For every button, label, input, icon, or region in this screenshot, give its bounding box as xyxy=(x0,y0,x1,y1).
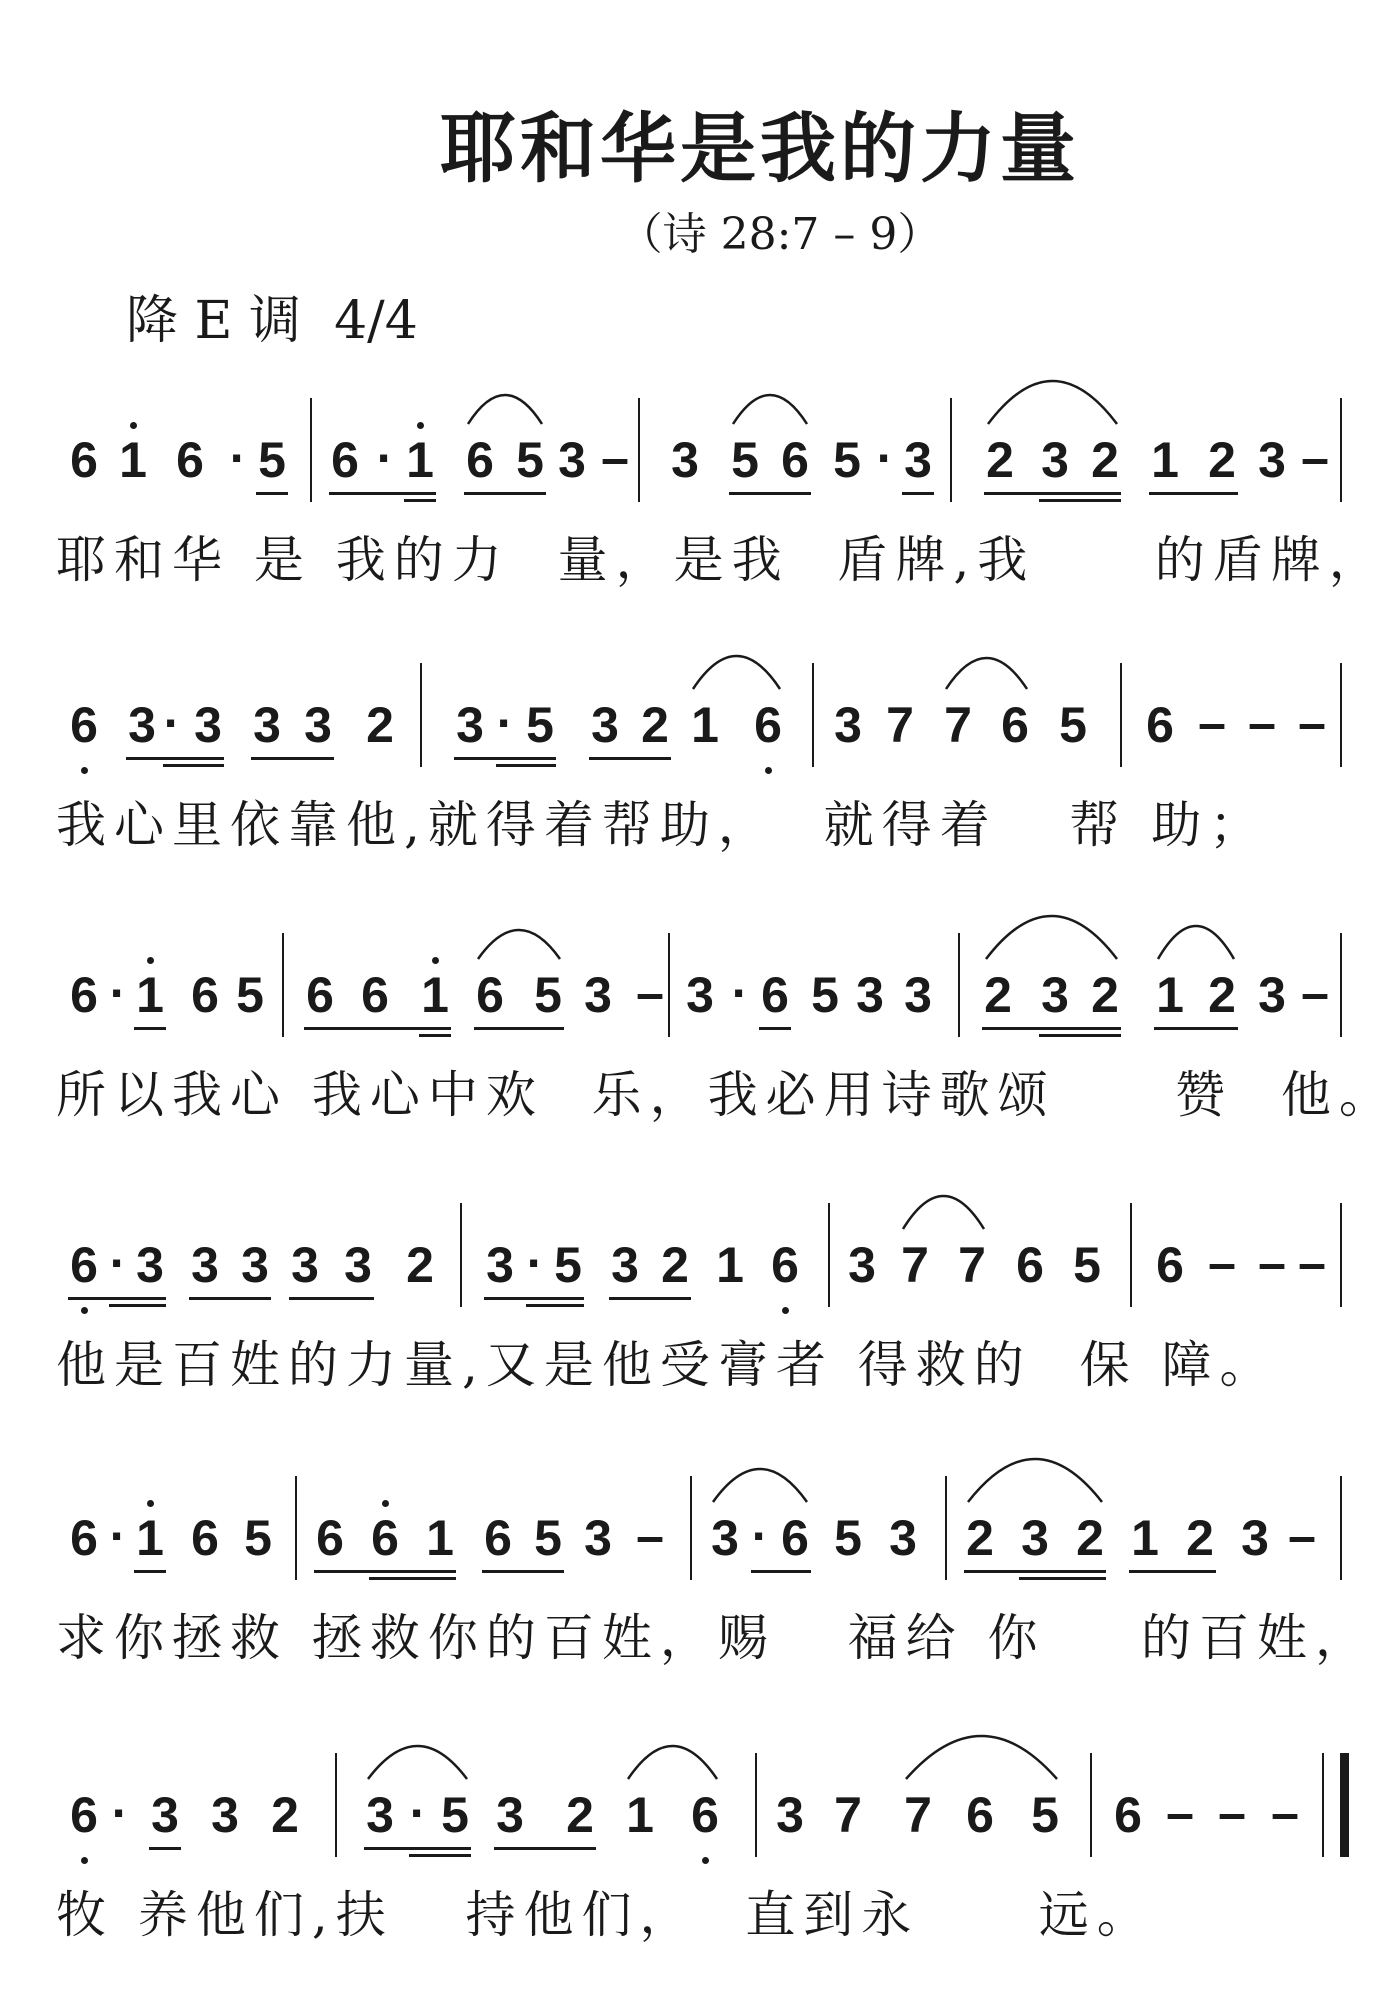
note: 3 xyxy=(194,697,222,753)
note: 5 xyxy=(1031,1787,1059,1843)
underline-beam xyxy=(1019,1577,1106,1580)
underline-beam xyxy=(419,1034,451,1037)
dot-rhythm: · xyxy=(109,1235,127,1291)
slur-arc xyxy=(476,927,562,961)
note: 2 xyxy=(641,697,669,753)
slur-arc xyxy=(944,655,1029,691)
note: 1 xyxy=(119,432,147,488)
dash-sustain: – xyxy=(1208,1235,1236,1291)
note: 5 xyxy=(534,1510,562,1566)
dot-rhythm: · xyxy=(229,430,247,486)
note: 3 xyxy=(191,1237,219,1293)
underline-beam xyxy=(1154,1027,1238,1030)
underline-beam xyxy=(134,1027,166,1030)
note: 6 xyxy=(306,967,334,1023)
lyrics-line: 所以我心 我心中欢 乐，我必用诗歌颂 赞 他。 xyxy=(56,1066,1397,1124)
bar-line xyxy=(1340,1203,1342,1307)
note: 6 xyxy=(331,432,359,488)
dash-sustain: – xyxy=(1218,1785,1246,1841)
note: 3 xyxy=(584,1510,612,1566)
note: 3 xyxy=(834,697,862,753)
underline-beam xyxy=(364,1847,471,1850)
underline-beam xyxy=(109,1304,166,1307)
note: 1 xyxy=(1156,967,1184,1023)
slur-arc xyxy=(1156,923,1236,961)
note: 3 xyxy=(686,967,714,1023)
note: 3 xyxy=(1258,432,1286,488)
note: 3 xyxy=(291,1237,319,1293)
note: 3 xyxy=(711,1510,739,1566)
note: 6 xyxy=(371,1510,399,1566)
note: 6 xyxy=(316,1510,344,1566)
bar-line xyxy=(1340,663,1342,767)
underline-beam xyxy=(729,492,811,495)
octave-dot-low xyxy=(81,1307,88,1314)
note: 6 xyxy=(1001,697,1029,753)
final-bar-line xyxy=(1340,1753,1349,1857)
note: 6 xyxy=(484,1510,512,1566)
note: 6 xyxy=(361,967,389,1023)
note: 5 xyxy=(731,432,759,488)
note: 5 xyxy=(1073,1237,1101,1293)
bar-line xyxy=(420,663,422,767)
note: 5 xyxy=(834,1510,862,1566)
underline-beam xyxy=(163,764,224,767)
note: 6 xyxy=(754,697,782,753)
underline-beam xyxy=(256,492,288,495)
note: 3 xyxy=(136,1237,164,1293)
note: 6 xyxy=(70,697,98,753)
note: 3 xyxy=(904,432,932,488)
dash-sustain: – xyxy=(1301,430,1329,486)
note: 3 xyxy=(304,697,332,753)
note: 1 xyxy=(1131,1510,1159,1566)
final-bar-line xyxy=(1322,1753,1324,1857)
scripture-reference: （诗 28:7 – 9） xyxy=(618,209,942,260)
underline-beam xyxy=(964,1570,1106,1573)
note: 5 xyxy=(236,967,264,1023)
dash-sustain: – xyxy=(1301,965,1329,1021)
note: 3 xyxy=(856,967,884,1023)
note: 5 xyxy=(554,1237,582,1293)
underline-beam xyxy=(526,1304,584,1307)
underline-beam xyxy=(329,492,436,495)
underline-beam xyxy=(149,1847,181,1850)
note: 3 xyxy=(456,697,484,753)
note: 3 xyxy=(253,697,281,753)
dash-sustain: – xyxy=(1288,1508,1316,1564)
underline-beam xyxy=(482,1570,564,1573)
score-line xyxy=(0,1205,1400,1465)
dot-rhythm: · xyxy=(526,1235,544,1291)
underline-beam xyxy=(68,1297,166,1300)
underline-beam xyxy=(589,757,671,760)
note: 1 xyxy=(136,967,164,1023)
octave-dot-high xyxy=(147,1500,154,1507)
underline-beam xyxy=(369,1577,456,1580)
bar-line xyxy=(1090,1753,1092,1857)
note: 2 xyxy=(1208,432,1236,488)
note: 6 xyxy=(771,1237,799,1293)
underline-beam xyxy=(1039,1034,1121,1037)
bar-line xyxy=(828,1203,830,1307)
underline-beam xyxy=(126,757,224,760)
note: 3 xyxy=(496,1787,524,1843)
note: 2 xyxy=(566,1787,594,1843)
underline-beam xyxy=(314,1570,456,1573)
octave-dot-high xyxy=(147,957,154,964)
note: 5 xyxy=(534,967,562,1023)
lyrics-line: 求你拯救 拯救你的百姓，赐 福给 你 的百姓， xyxy=(56,1609,1374,1667)
note: 5 xyxy=(833,432,861,488)
bar-line xyxy=(460,1203,462,1307)
dot-rhythm: · xyxy=(109,965,127,1021)
note: 2 xyxy=(966,1510,994,1566)
note: 3 xyxy=(1041,432,1069,488)
bar-line xyxy=(1120,663,1122,767)
note: 6 xyxy=(70,1510,98,1566)
key-signature: 降 E 调 xyxy=(126,291,302,351)
note: 3 xyxy=(128,697,156,753)
notation-row xyxy=(0,1755,1400,1895)
slur-arc xyxy=(986,378,1119,426)
note: 3 xyxy=(211,1787,239,1843)
note: 6 xyxy=(70,1787,98,1843)
note: 1 xyxy=(136,1510,164,1566)
note: 3 xyxy=(611,1237,639,1293)
octave-dot-low xyxy=(81,767,88,774)
notation-row xyxy=(0,665,1400,805)
lyrics-line: 耶和华 是 我的力 量，是我 盾牌,我 的盾牌， xyxy=(56,531,1387,589)
note: 5 xyxy=(516,432,544,488)
score-line xyxy=(0,400,1400,660)
bar-line xyxy=(638,398,640,502)
dash-sustain: – xyxy=(1298,1235,1326,1291)
note: 1 xyxy=(626,1787,654,1843)
octave-dot-high xyxy=(432,957,439,964)
bar-line xyxy=(335,1753,337,1857)
note: 6 xyxy=(1156,1237,1184,1293)
bar-line xyxy=(1130,1203,1132,1307)
dot-rhythm: · xyxy=(876,430,894,486)
bar-line xyxy=(690,1476,692,1580)
note: 7 xyxy=(834,1787,862,1843)
dash-sustain: – xyxy=(601,430,629,486)
note: 2 xyxy=(1091,967,1119,1023)
octave-dot-high xyxy=(382,1500,389,1507)
note: 3 xyxy=(671,432,699,488)
note: 6 xyxy=(966,1787,994,1843)
slur-arc xyxy=(466,392,544,426)
song-title: 耶和华是我的力量 xyxy=(440,104,1080,193)
note: 2 xyxy=(1186,1510,1214,1566)
note: 2 xyxy=(366,697,394,753)
note: 6 xyxy=(191,967,219,1023)
underline-beam xyxy=(982,1027,1121,1030)
notation-row xyxy=(0,400,1400,540)
underline-beam xyxy=(902,492,934,495)
note: 6 xyxy=(70,967,98,1023)
note: 3 xyxy=(848,1237,876,1293)
note: 3 xyxy=(584,967,612,1023)
lyrics-line: 我心里依靠他,就得着帮助， 就得着 帮 助； xyxy=(56,796,1268,854)
note: 5 xyxy=(258,432,286,488)
note: 6 xyxy=(1146,697,1174,753)
slur-arc xyxy=(984,913,1119,961)
underline-beam xyxy=(251,757,334,760)
dot-rhythm: · xyxy=(376,430,394,486)
dash-sustain: – xyxy=(1248,695,1276,751)
note: 7 xyxy=(886,697,914,753)
note: 2 xyxy=(271,1787,299,1843)
underline-beam xyxy=(304,1027,451,1030)
note: 6 xyxy=(176,432,204,488)
note: 3 xyxy=(904,967,932,1023)
slur-arc xyxy=(626,1743,719,1781)
underline-beam xyxy=(984,492,1121,495)
bar-line xyxy=(1340,933,1342,1037)
note: 1 xyxy=(426,1510,454,1566)
time-signature: 4/4 xyxy=(334,291,418,351)
octave-dot-low xyxy=(765,767,772,774)
note: 1 xyxy=(1151,432,1179,488)
note: 2 xyxy=(406,1237,434,1293)
underline-beam xyxy=(759,1027,791,1030)
underline-beam xyxy=(464,492,546,495)
underline-beam xyxy=(409,1854,471,1857)
note: 6 xyxy=(761,967,789,1023)
note: 1 xyxy=(406,432,434,488)
dot-rhythm: · xyxy=(496,695,514,751)
bar-line xyxy=(295,1476,297,1580)
underline-beam xyxy=(289,1297,374,1300)
underline-beam xyxy=(751,1570,811,1573)
note: 3 xyxy=(344,1237,372,1293)
underline-beam xyxy=(1149,492,1238,495)
note: 3 xyxy=(151,1787,179,1843)
note: 5 xyxy=(441,1787,469,1843)
bar-line xyxy=(950,398,952,502)
note: 6 xyxy=(781,1510,809,1566)
notation-row xyxy=(0,1478,1400,1618)
note: 7 xyxy=(958,1237,986,1293)
octave-dot-low xyxy=(81,1857,88,1864)
note: 2 xyxy=(661,1237,689,1293)
note: 3 xyxy=(558,432,586,488)
note: 5 xyxy=(526,697,554,753)
note: 6 xyxy=(691,1787,719,1843)
score-line xyxy=(0,935,1400,1195)
note: 3 xyxy=(889,1510,917,1566)
dash-sustain: – xyxy=(636,1508,664,1564)
bar-line xyxy=(755,1753,757,1857)
note: 3 xyxy=(241,1237,269,1293)
note: 3 xyxy=(1041,967,1069,1023)
note: 5 xyxy=(1059,697,1087,753)
bar-line xyxy=(310,398,312,502)
note: 3 xyxy=(1241,1510,1269,1566)
dot-rhythm: · xyxy=(163,695,181,751)
bar-line xyxy=(945,1476,947,1580)
bar-line xyxy=(282,933,284,1037)
note: 3 xyxy=(1021,1510,1049,1566)
dash-sustain: – xyxy=(1298,695,1326,751)
note: 6 xyxy=(781,432,809,488)
dot-rhythm: · xyxy=(409,1785,427,1841)
slur-arc xyxy=(901,1193,986,1231)
note: 3 xyxy=(591,697,619,753)
note: 6 xyxy=(70,432,98,488)
dash-sustain: – xyxy=(636,965,664,1021)
note: 3 xyxy=(366,1787,394,1843)
note: 6 xyxy=(466,432,494,488)
slur-arc xyxy=(731,392,809,426)
note: 2 xyxy=(986,432,1014,488)
lyrics-line: 牧 养他们,扶 持他们， 直到永 远。 xyxy=(56,1886,1155,1944)
underline-beam xyxy=(404,499,436,502)
octave-dot-high xyxy=(417,422,424,429)
underline-beam xyxy=(609,1297,691,1300)
note: 6 xyxy=(1114,1787,1142,1843)
note: 5 xyxy=(811,967,839,1023)
dash-sustain: – xyxy=(1166,1785,1194,1841)
key-time-signature xyxy=(126,278,418,353)
dash-sustain: – xyxy=(1258,1235,1286,1291)
bar-line xyxy=(958,933,960,1037)
note: 6 xyxy=(70,1237,98,1293)
dot-rhythm: · xyxy=(109,1508,127,1564)
underline-beam xyxy=(134,1570,166,1573)
bar-line xyxy=(668,933,670,1037)
note: 2 xyxy=(1208,967,1236,1023)
lyrics-line: 他是百姓的力量,又是他受膏者 得救的 保 障。 xyxy=(56,1336,1278,1394)
octave-dot-high xyxy=(130,422,137,429)
dot-rhythm: · xyxy=(111,1785,129,1841)
underline-beam xyxy=(1039,499,1121,502)
octave-dot-low xyxy=(782,1307,789,1314)
notation-row xyxy=(0,935,1400,1075)
underline-beam xyxy=(189,1297,271,1300)
underline-beam xyxy=(454,757,556,760)
slur-arc xyxy=(366,1743,469,1781)
dash-sustain: – xyxy=(1198,695,1226,751)
octave-dot-low xyxy=(702,1857,709,1864)
score-line xyxy=(0,1755,1400,2015)
note: 3 xyxy=(486,1237,514,1293)
note: 2 xyxy=(1091,432,1119,488)
underline-beam xyxy=(496,764,556,767)
bar-line xyxy=(812,663,814,767)
note: 1 xyxy=(716,1237,744,1293)
underline-beam xyxy=(494,1847,596,1850)
score-line xyxy=(0,1478,1400,1738)
note: 1 xyxy=(421,967,449,1023)
bar-line xyxy=(1340,398,1342,502)
dot-rhythm: · xyxy=(751,1508,769,1564)
underline-beam xyxy=(1129,1570,1216,1573)
bar-line xyxy=(1340,1476,1342,1580)
slur-arc xyxy=(691,653,782,691)
note: 3 xyxy=(1258,967,1286,1023)
dot-rhythm: · xyxy=(731,965,749,1021)
slur-arc xyxy=(966,1456,1104,1504)
note: 7 xyxy=(904,1787,932,1843)
note: 2 xyxy=(1076,1510,1104,1566)
note: 3 xyxy=(776,1787,804,1843)
slur-arc xyxy=(711,1466,809,1504)
note: 7 xyxy=(901,1237,929,1293)
underline-beam xyxy=(474,1027,564,1030)
dash-sustain: – xyxy=(1271,1785,1299,1841)
note: 1 xyxy=(691,697,719,753)
underline-beam xyxy=(484,1297,584,1300)
note: 6 xyxy=(1016,1237,1044,1293)
note: 7 xyxy=(944,697,972,753)
note: 2 xyxy=(984,967,1012,1023)
slur-arc xyxy=(904,1733,1059,1781)
score-line xyxy=(0,665,1400,925)
note: 6 xyxy=(476,967,504,1023)
notation-row xyxy=(0,1205,1400,1345)
note: 6 xyxy=(191,1510,219,1566)
note: 5 xyxy=(244,1510,272,1566)
